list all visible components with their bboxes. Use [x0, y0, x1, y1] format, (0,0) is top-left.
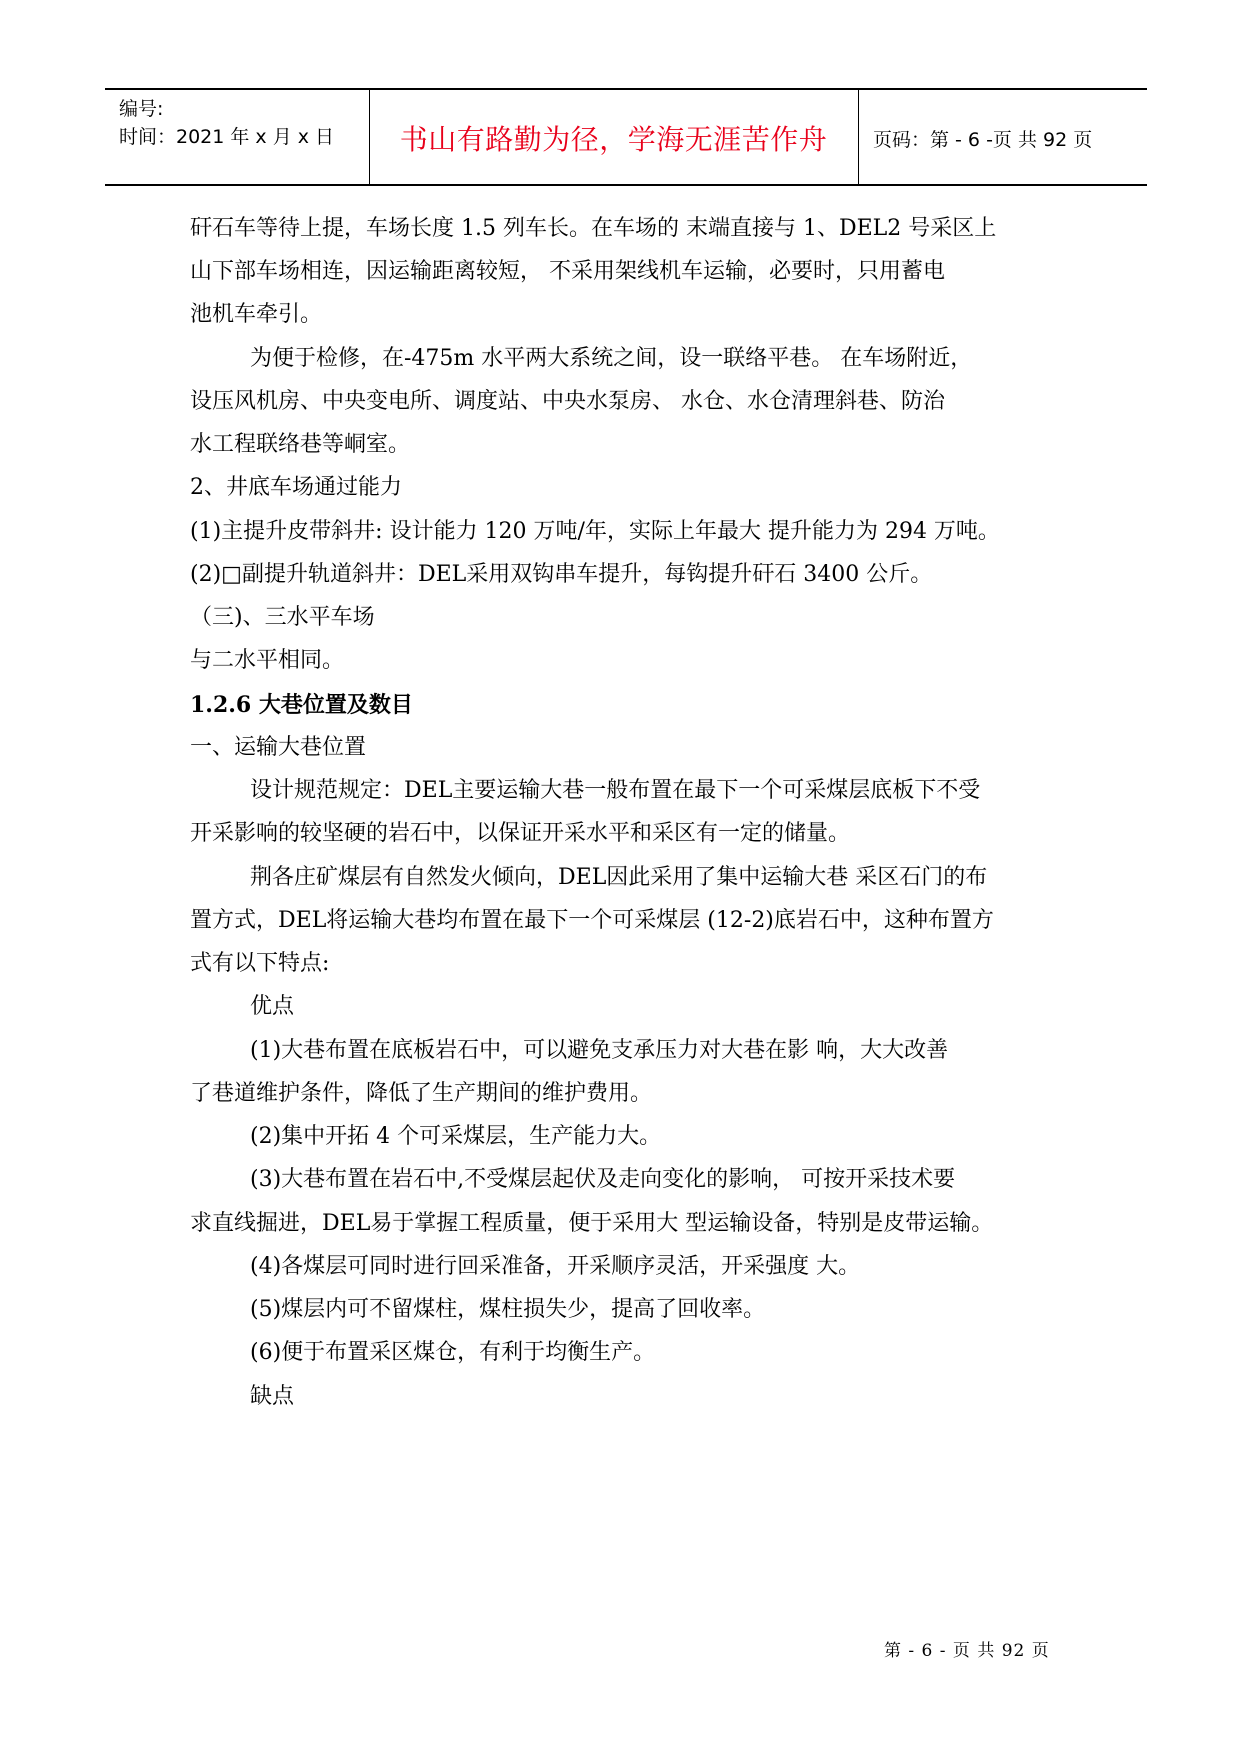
text-line: 设压风机房、中央变电所、调度站、中央水泵房、 水仓、水仓清理斜巷、防治: [190, 389, 945, 414]
text-line: 2、井底车场通过能力: [190, 475, 402, 500]
text-line: 缺点: [250, 1384, 295, 1409]
section-heading: 一、运输大巷位置: [190, 735, 367, 760]
text-line: 置方式，DEL将运输大巷均布置在最下一个可采煤层 (12-2)底岩石中，这种布置方: [190, 908, 994, 933]
text-line: 池机车牵引。: [190, 302, 323, 327]
header-page-cell: [859, 90, 1147, 184]
text-line: (5)煤层内可不留煤柱，煤柱损失少，提高了回收率。: [250, 1297, 766, 1322]
text-line: (6)便于布置采区煤仓，有利于均衡生产。: [250, 1340, 656, 1365]
header-page-number: 页码：第 - 6 -页 共 92 页: [873, 129, 1093, 151]
text-line: 设计规范规定：DEL主要运输大巷一般布置在最下一个可采煤层底板下不受: [250, 778, 981, 803]
text-line: 荆各庄矿煤层有自然发火倾向，DEL因此采用了集中运输大巷 采区石门的布: [250, 865, 988, 890]
text-line: 优点: [250, 994, 295, 1019]
page-footer: 第 - 6 - 页 共 92 页: [884, 1641, 1050, 1661]
text-line: (3)大巷布置在岩石中,不受煤层起伏及走向变化的影响， 可按开采技术要: [250, 1167, 956, 1192]
text-line: 求直线掘进，DEL易于掌握工程质量，便于采用大 型运输设备，特别是皮带运输。: [190, 1211, 994, 1236]
page-header: [105, 88, 1147, 186]
section-heading: （三)、三水平车场: [190, 605, 375, 630]
text-line: (1)大巷布置在底板岩石中，可以避免支承压力对大巷在影 响，大大改善: [250, 1038, 949, 1063]
section-heading: 1.2.6 大巷位置及数目: [190, 692, 413, 718]
header-info-cell: [105, 90, 370, 184]
text-line: 开采影响的较坚硬的岩石中，以保证开采水平和采区有一定的储量。: [190, 821, 851, 846]
document-time-label: 时间：2021 年 x 月 x 日: [119, 126, 335, 148]
text-line: (1)主提升皮带斜井: 设计能力 120 万吨/年，实际上年最大 提升能力为 294 万吨。: [190, 519, 1000, 544]
text-line: 水工程联络巷等峒室。: [190, 432, 411, 457]
text-line: (4)各煤层可同时进行回采准备，开采顺序灵活，开采强度 大。: [250, 1254, 861, 1279]
text-line: 矸石车等待上提，车场长度 1.5 列车长。在车场的 末端直接与 1、DEL2 号采区上: [190, 216, 997, 241]
document-number-label: 编号:: [119, 98, 164, 120]
text-line: (2)□副提升轨道斜井：DEL采用双钩串车提升，每钩提升矸石 3400 公斤。: [190, 562, 933, 587]
text-line: (2)集中开拓 4 个可采煤层，生产能力大。: [250, 1124, 662, 1149]
text-line: 与二水平相同。: [190, 648, 345, 673]
text-line: 为便于检修，在-475m 水平两大系统之间，设一联络平巷。 在车场附近，: [250, 346, 973, 371]
text-line: 式有以下特点:: [190, 951, 330, 976]
text-line: 山下部车场相连，因运输距离较短， 不采用架线机车运输，必要时，只用蓄电: [190, 259, 945, 284]
header-motto: 书山有路勤为径，学海无涯苦作舟: [399, 123, 828, 156]
header-motto-cell: [369, 90, 859, 184]
text-line: 了巷道维护条件，降低了生产期间的维护费用。: [190, 1081, 653, 1106]
